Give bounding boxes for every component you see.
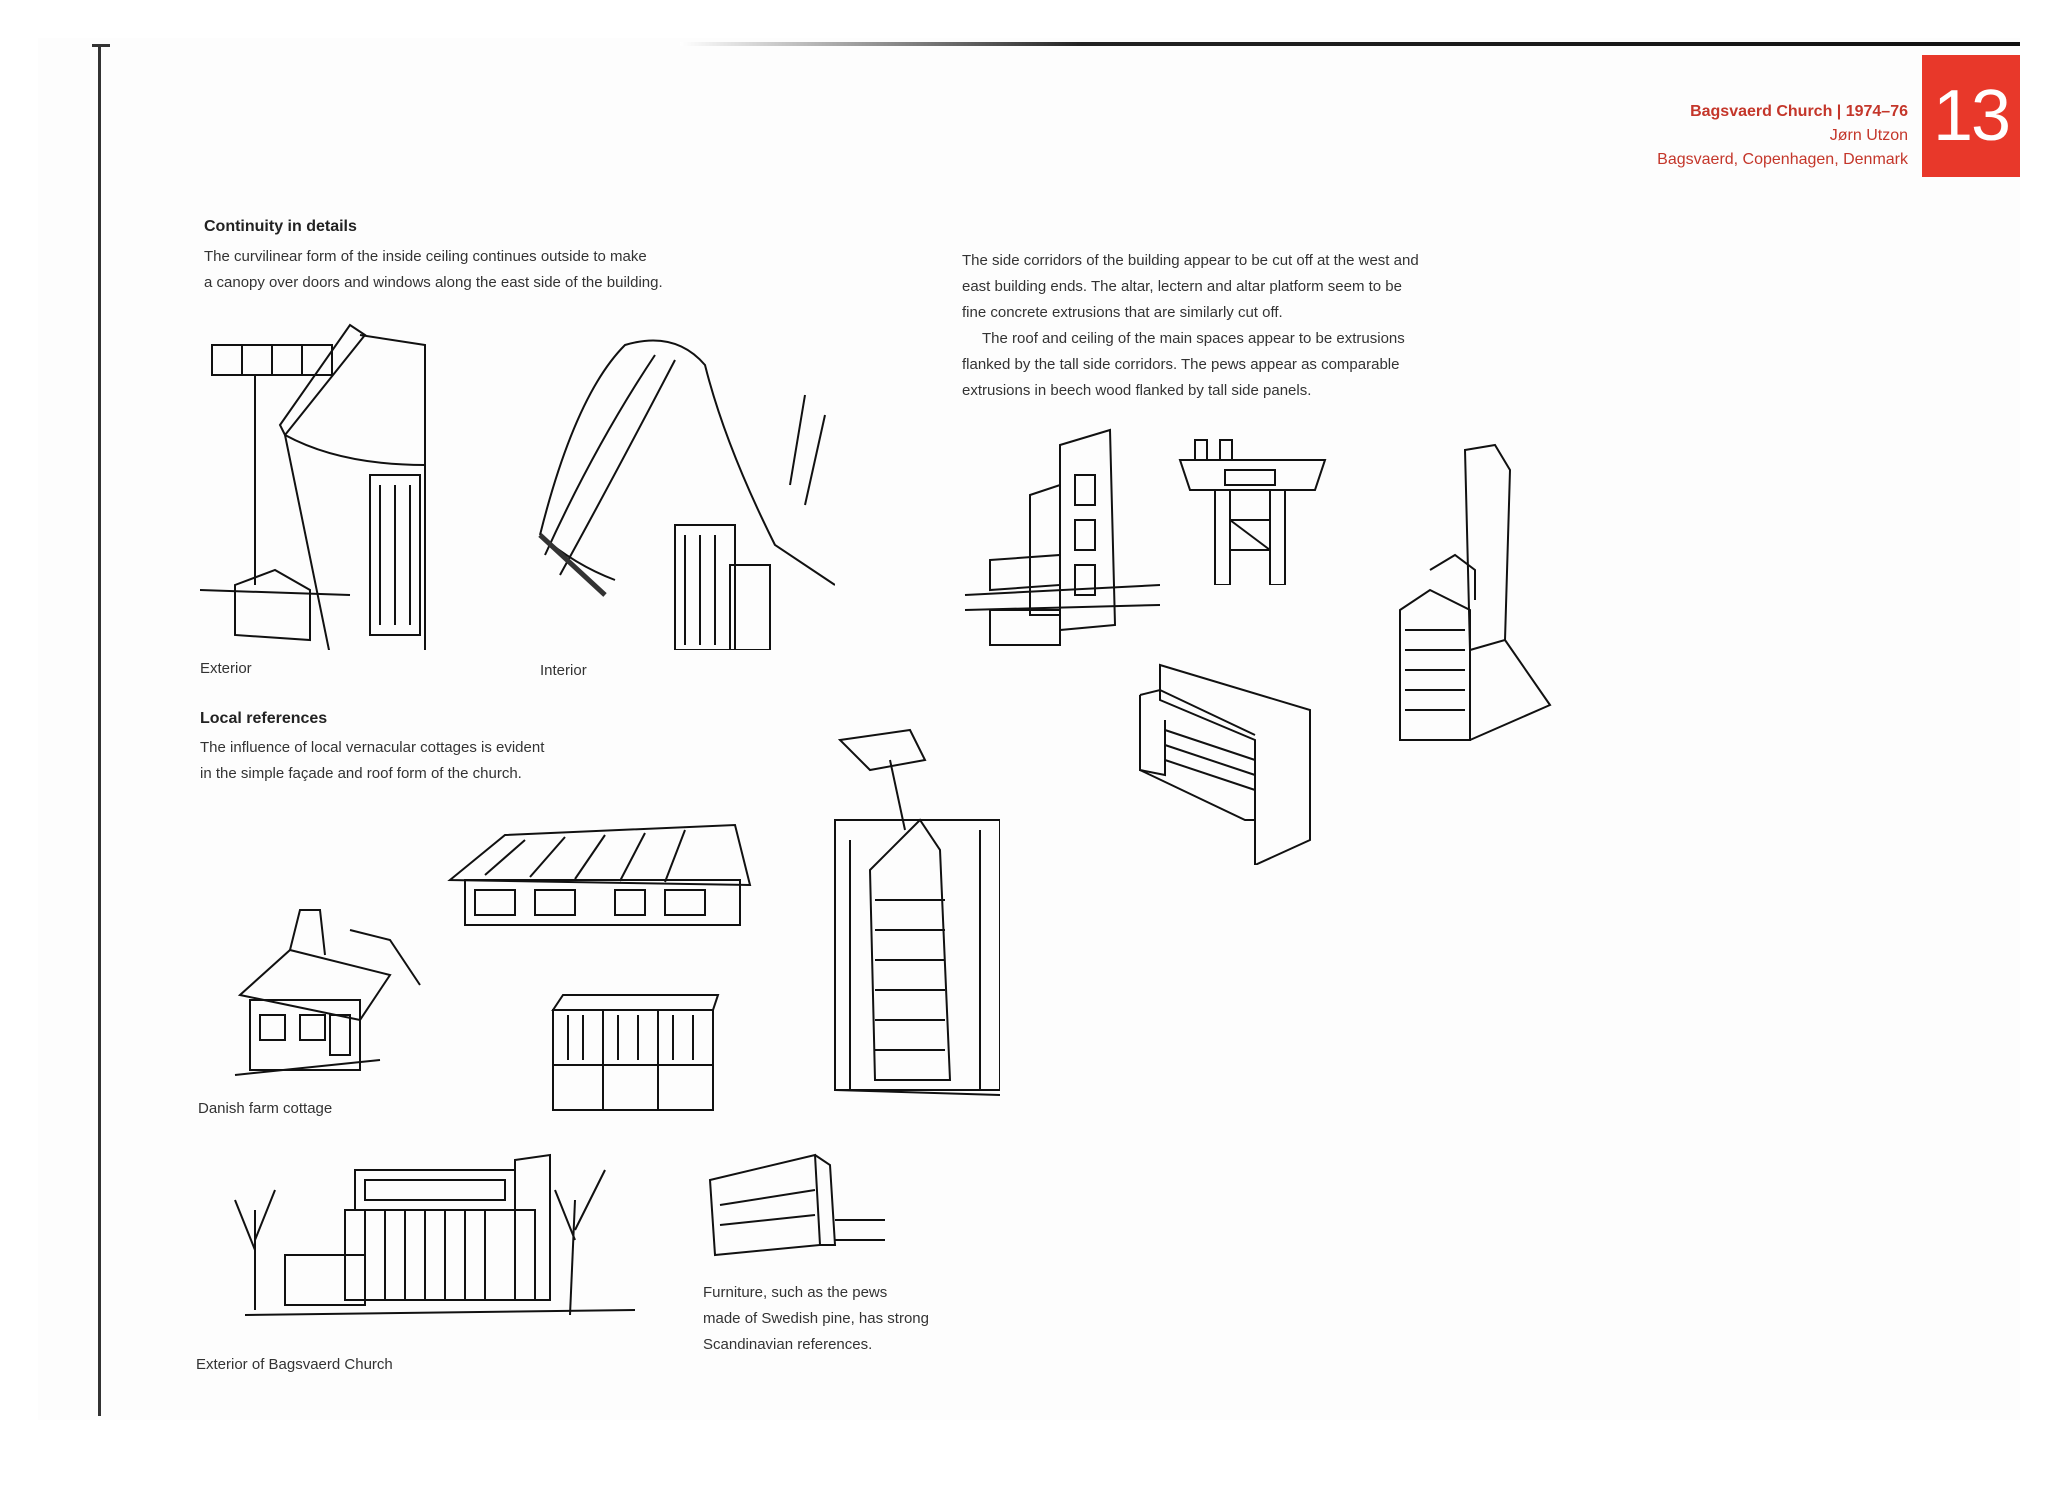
caption-danish-cottage: Danish farm cottage xyxy=(198,1100,333,1117)
caption-interior: Interior xyxy=(540,662,587,679)
page-number: 13 xyxy=(1922,55,2020,177)
furniture-line: made of Swedish pine, has strong xyxy=(703,1310,929,1327)
local-line: The influence of local vernacular cottages is evident xyxy=(200,739,545,756)
caption-church-exterior: Exterior of Bagsvaerd Church xyxy=(196,1356,393,1373)
corridors-line: extrusions in beech wood flanked by tall side panels. xyxy=(962,382,1312,399)
corridors-line: flanked by the tall side corridors. The pews appear as comparable xyxy=(962,356,1400,373)
furniture-line: Furniture, such as the pews xyxy=(703,1284,888,1301)
long-cottage-sketch xyxy=(445,815,755,930)
corridors-line: The side corridors of the building appear to be cut off at the west and xyxy=(962,252,1419,269)
danish-cottage-sketch xyxy=(230,900,425,1085)
corridor-sketch xyxy=(1395,440,1555,745)
page-spine xyxy=(98,44,101,1416)
header-location: Bagsvaerd, Copenhagen, Denmark xyxy=(1657,151,1908,168)
header-title: Bagsvaerd Church | 1974–76 xyxy=(1690,103,1908,120)
altar-sketch xyxy=(960,425,1160,650)
top-rule xyxy=(680,42,2020,46)
local-line: in the simple façade and roof form of the church. xyxy=(200,765,522,782)
furniture-sketch xyxy=(705,1150,885,1260)
page-header xyxy=(1657,100,1908,172)
corridors-text xyxy=(962,248,1419,404)
continuity-heading: Continuity in details xyxy=(204,218,357,235)
corridors-line: east building ends. The altar, lectern and altar platform seem to be xyxy=(962,278,1402,295)
lectern-sketch xyxy=(1175,435,1330,585)
church-facade-sketch xyxy=(830,720,1000,1100)
interior-sketch xyxy=(535,335,835,650)
continuity-text xyxy=(204,244,663,296)
continuity-line: a canopy over doors and windows along the east side of the building. xyxy=(204,274,663,291)
church-exterior-sketch xyxy=(225,1130,645,1345)
caption-exterior: Exterior xyxy=(200,660,252,677)
corridors-line: fine concrete extrusions that are similarly cut off. xyxy=(962,304,1283,321)
barn-sketch xyxy=(548,990,720,1115)
furniture-text xyxy=(703,1280,929,1358)
local-heading: Local references xyxy=(200,710,328,727)
furniture-line: Scandinavian references. xyxy=(703,1336,873,1353)
header-architect: Jørn Utzon xyxy=(1829,127,1908,144)
spine-tick xyxy=(92,44,110,47)
corridors-line: The roof and ceiling of the main spaces appear to be extrusions xyxy=(982,330,1405,347)
exterior-sketch xyxy=(200,315,440,650)
local-text xyxy=(200,735,544,787)
pew-sketch xyxy=(1135,660,1325,865)
continuity-line: The curvilinear form of the inside ceiling continues outside to make xyxy=(204,248,647,265)
